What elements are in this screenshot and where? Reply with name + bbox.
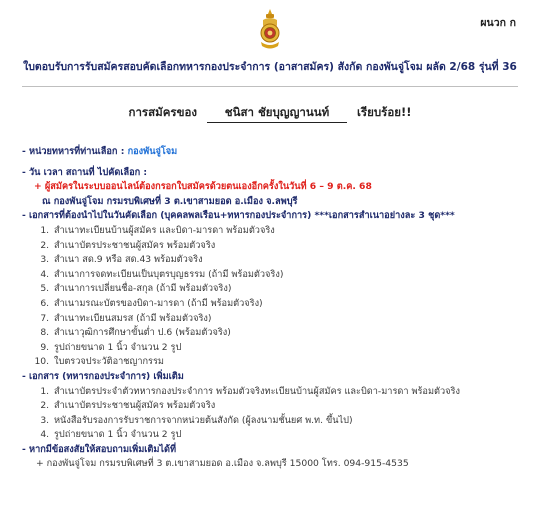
documents-required-label: - เอกสารที่ต้องนำไปในวันคัดเลือก (บุคคลพลเรือน+ทหารกองประจำการ) ***เอกสารสำเนาอย่างละ 3 ชุด*** bbox=[22, 210, 455, 222]
list-item: 9. รูปถ่ายขนาด 1 นิ้ว จำนวน 2 รูป bbox=[52, 341, 527, 356]
contact-label: - หากมีข้อสงสัยให้สอบถามเพิ่มเติมได้ที่ bbox=[22, 443, 177, 455]
schedule-label: - วัน เวลา สถานที่ ไปคัดเลือก : bbox=[22, 166, 148, 178]
list-item: 4. รูปถ่ายขนาด 1 นิ้ว จำนวน 2 รูป bbox=[52, 428, 527, 443]
unit-label: - หน่วยทหารที่ท่านเลือก : bbox=[22, 146, 125, 157]
list-item: 8. สำเนาวุฒิการศึกษาขั้นต่ำ ป.6 (พร้อมตัวจริง) bbox=[52, 326, 527, 341]
list-item: 2. สำเนาบัตรประชาชนผู้สมัคร พร้อมตัวจริง bbox=[52, 239, 527, 254]
army-emblem-icon bbox=[257, 8, 283, 52]
list-item: 10. ใบตรวจประวัติอาชญากรรม bbox=[52, 355, 527, 370]
list-item: 1. สำเนาทะเบียนบ้านผู้สมัคร และบิดา-มารดา พร้อมตัวจริง bbox=[52, 224, 527, 239]
applicant-name: ชนิสา ชัยบุญญานนท์ bbox=[207, 104, 347, 123]
documents-required-list bbox=[22, 224, 527, 370]
document-title: ใบตอบรับการรับสมัครสอบคัดเลือกทหารกองประจำการ (อาสาสมัคร) สังกัด กองพันจู่โจม ผลัด 2/68 รุ่นที่ 36 bbox=[23, 61, 517, 73]
schedule-note: + ผู้สมัครในระบบออนไลน์ต้องกรอกใบสมัครด้วยตนเองอีกครั้งในวันที่ 6 – 9 ต.ค. 68 bbox=[34, 181, 372, 193]
applicant-suffix: เรียบร้อย!! bbox=[357, 105, 412, 119]
schedule-location: ณ กองพันจู่โจม กรมรบพิเศษที่ 3 ต.เขาสามยอด อ.เมือง จ.ลพบุรี bbox=[42, 195, 298, 207]
applicant-line bbox=[0, 104, 540, 123]
contact-text: + กองพันจู่โจม กรมรบพิเศษที่ 3 ต.เขาสามยอด อ.เมือง จ.ลพบุรี 15000 โทร. 094-915-4535 bbox=[36, 458, 409, 470]
list-item: 4. สำเนาการจดทะเบียนเป็นบุตรบุญธรรม (ถ้ามี พร้อมตัวจริง) bbox=[52, 268, 527, 283]
list-item: 5. สำเนาการเปลี่ยนชื่อ-สกุล (ถ้ามี พร้อมตัวจริง) bbox=[52, 282, 527, 297]
applicant-prefix: การสมัครของ bbox=[128, 105, 197, 119]
list-item: 7. สำเนาทะเบียนสมรส (ถ้ามี พร้อมตัวจริง) bbox=[52, 312, 527, 327]
list-item: 6. สำเนามรณะบัตรของบิดา-มารดา (ถ้ามี พร้อมตัวจริง) bbox=[52, 297, 527, 312]
list-item: 1. สำเนาบัตรประจำตัวทหารกองประจำการ พร้อมตัวจริงทะเบียนบ้านผู้สมัคร และบิดา-มารดา พร้อมตัวจริง bbox=[52, 385, 527, 400]
unit-value: กองพันจู่โจม bbox=[127, 146, 178, 157]
list-item: 3. หนังสือรับรองการรับราชการจากหน่วยต้นสังกัด (ผู้ลงนามชั้นยศ พ.ท. ขึ้นไป) bbox=[52, 414, 527, 429]
appendix-label: ผนวก ก bbox=[480, 17, 516, 29]
documents-conscript-label: - เอกสาร (ทหารกองประจำการ) เพิ่มเติม bbox=[22, 370, 184, 382]
document-body bbox=[22, 145, 527, 472]
divider bbox=[22, 86, 518, 87]
list-item: 3. สำเนา สด.9 หรือ สด.43 พร้อมตัวจริง bbox=[52, 253, 527, 268]
unit-section bbox=[22, 145, 527, 160]
list-item: 2. สำเนาบัตรประชาชนผู้สมัคร พร้อมตัวจริง bbox=[52, 399, 527, 414]
documents-conscript-list bbox=[22, 385, 527, 443]
